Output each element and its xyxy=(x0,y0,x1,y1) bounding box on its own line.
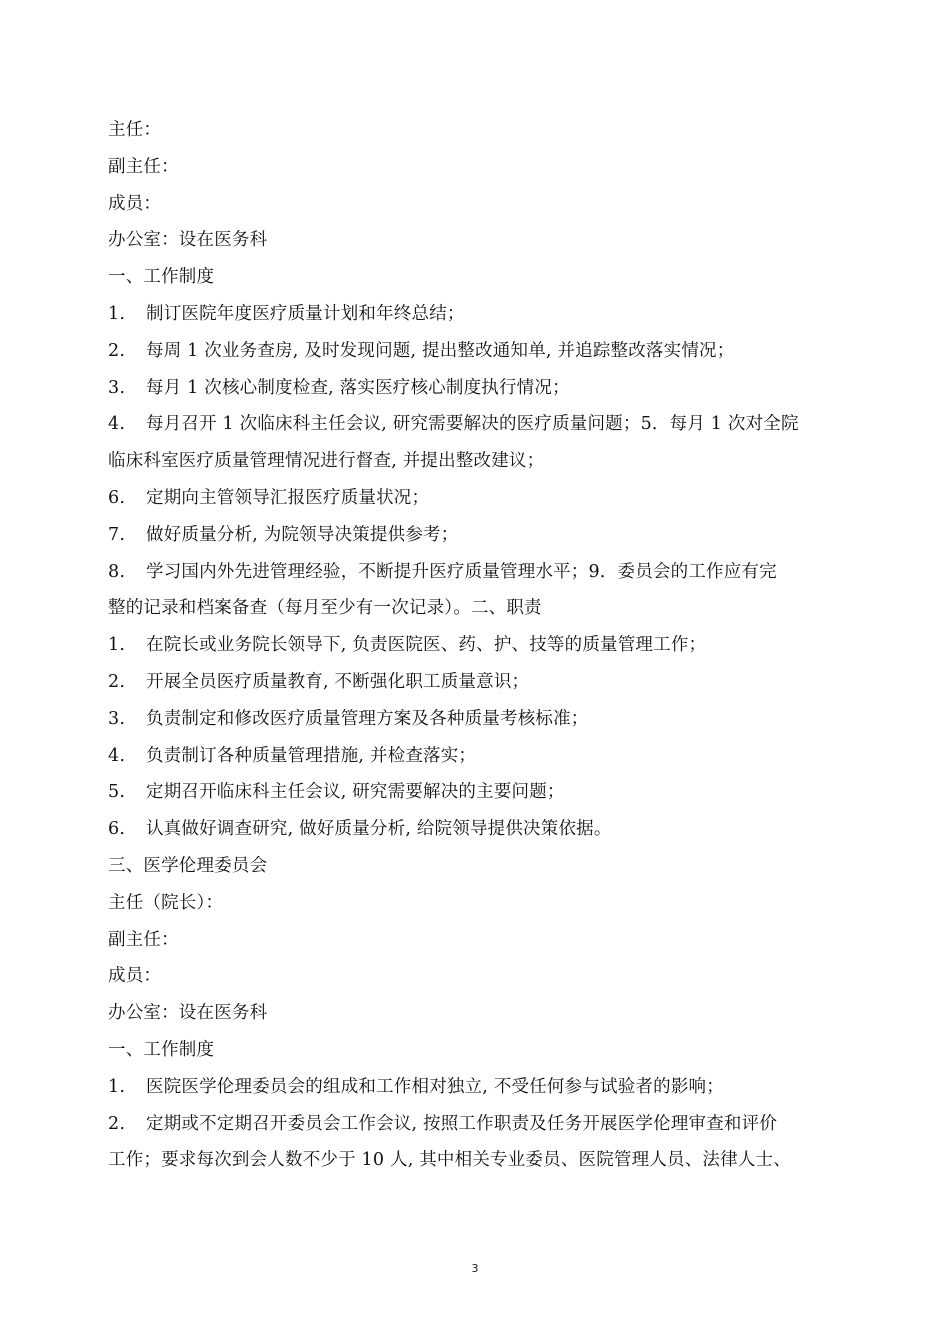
text-line xyxy=(108,885,836,922)
line-number: 1. xyxy=(108,635,126,656)
text-line xyxy=(108,406,836,443)
line-text: 定期向主管领导汇报医疗质量状况； xyxy=(146,487,430,508)
line-text: 每周 1 次业务查房, 及时发现问题, 提出整改通知单, 并追踪整改落实情况； xyxy=(146,340,735,361)
line-text: 主任（院长）： xyxy=(108,892,224,913)
text-line xyxy=(108,370,836,407)
line-number: 3. xyxy=(108,708,126,729)
line-text: 学习国内外先进管理经验，不断提升医疗质量管理水平；9．委员会的工作应有完 xyxy=(146,561,777,582)
line-text: 制订医院年度医疗质量计划和年终总结； xyxy=(146,303,465,324)
text-line xyxy=(108,995,836,1032)
text-line xyxy=(108,517,836,554)
line-number: 7. xyxy=(108,524,126,545)
line-number: 4. xyxy=(108,414,126,435)
text-line xyxy=(108,1069,836,1106)
line-number: 4. xyxy=(108,745,126,766)
text-line xyxy=(108,627,836,664)
line-text: 认真做好调查研究, 做好质量分析, 给院领导提供决策依据。 xyxy=(146,819,612,840)
line-number: 1. xyxy=(108,303,126,324)
text-line xyxy=(108,112,836,149)
line-text: 每月召开 1 次临床科主任会议, 研究需要解决的医疗质量问题；5．每月 1 次对全院 xyxy=(146,414,799,435)
text-line xyxy=(108,848,836,885)
line-number: 2. xyxy=(108,340,126,361)
text-line xyxy=(108,222,836,259)
line-text: 副主任： xyxy=(108,156,179,177)
text-line xyxy=(108,186,836,223)
text-line xyxy=(108,443,836,480)
line-number: 3. xyxy=(108,377,126,398)
text-line xyxy=(108,1106,836,1143)
text-line xyxy=(108,554,836,591)
text-line xyxy=(108,1032,836,1069)
line-number: 6. xyxy=(108,819,126,840)
line-text: 一、工作制度 xyxy=(108,1039,215,1060)
text-line xyxy=(108,958,836,995)
line-text: 开展全员医疗质量教育, 不断强化职工质量意识； xyxy=(146,671,530,692)
line-text: 主任： xyxy=(108,120,162,140)
text-line xyxy=(108,296,836,333)
line-text: 成员： xyxy=(108,193,162,214)
line-text: 定期召开临床科主任会议, 研究需要解决的主要问题； xyxy=(146,782,565,803)
line-number: 1. xyxy=(108,1076,126,1097)
line-text: 成员： xyxy=(108,966,162,987)
line-text: 做好质量分析, 为院领导决策提供参考； xyxy=(146,524,459,545)
line-text: 三、医学伦理委员会 xyxy=(108,855,268,876)
line-text: 一、工作制度 xyxy=(108,267,215,288)
line-number: 8. xyxy=(108,561,126,582)
text-line xyxy=(108,149,836,186)
text-line xyxy=(108,811,836,848)
line-text: 在院长或业务院长领导下, 负责医院医、药、护、技等的质量管理工作； xyxy=(146,635,707,656)
line-text: 医院医学伦理委员会的组成和工作相对独立, 不受任何参与试验者的影响； xyxy=(146,1076,724,1097)
line-number: 5. xyxy=(108,782,126,803)
line-text: 整的记录和档案备查（每月至少有一次记录）。二、职责 xyxy=(108,598,542,619)
line-text: 工作；要求每次到会人数不少于 10 人, 其中相关专业委员、医院管理人员、法律人士、 xyxy=(108,1150,791,1171)
line-text: 临床科室医疗质量管理情况进行督查, 并提出整改建议； xyxy=(108,451,545,472)
line-text: 副主任： xyxy=(108,929,179,950)
line-text: 办公室：设在医务科 xyxy=(108,1003,268,1024)
text-line xyxy=(108,738,836,775)
text-line xyxy=(108,922,836,959)
text-line xyxy=(108,701,836,738)
text-line xyxy=(108,480,836,517)
line-number: 2. xyxy=(108,1113,126,1134)
text-line xyxy=(108,333,836,370)
text-line xyxy=(108,774,836,811)
text-line xyxy=(108,590,836,627)
text-line xyxy=(108,259,836,296)
line-text: 办公室：设在医务科 xyxy=(108,230,268,251)
text-line xyxy=(108,1142,836,1179)
page-number: 3 xyxy=(471,1262,479,1275)
line-number: 2. xyxy=(108,671,126,692)
line-text: 负责制定和修改医疗质量管理方案及各种质量考核标准； xyxy=(146,708,589,729)
line-text: 每月 1 次核心制度检查, 落实医疗核心制度执行情况； xyxy=(146,377,570,398)
text-line xyxy=(108,664,836,701)
line-text: 负责制订各种质量管理措施, 并检查落实； xyxy=(146,745,477,766)
document-body xyxy=(108,112,836,1179)
line-text: 定期或不定期召开委员会工作会议, 按照工作职责及任务开展医学伦理审查和评价 xyxy=(146,1113,778,1134)
line-number: 6. xyxy=(108,487,126,508)
